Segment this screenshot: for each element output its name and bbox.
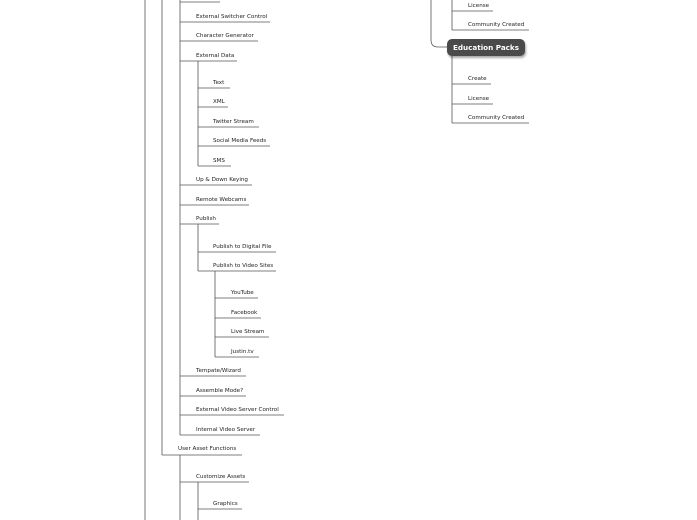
- node-license-top[interactable]: License: [468, 3, 490, 9]
- node-social-media-feeds[interactable]: Social Media Feeds: [213, 138, 267, 144]
- node-publish[interactable]: Publish: [196, 216, 216, 222]
- node-education-packs[interactable]: Education Packs: [447, 39, 525, 56]
- node-template-wizard[interactable]: Tempate/Wizard: [196, 368, 241, 374]
- node-community-created[interactable]: Community Created: [468, 115, 525, 121]
- node-graphics[interactable]: Graphics: [213, 501, 238, 507]
- node-internal-video-server[interactable]: Internal Video Server: [196, 427, 256, 433]
- node-remote-webcams[interactable]: Remote Webcams: [196, 197, 247, 203]
- node-xml[interactable]: XML: [213, 99, 225, 105]
- node-external-switcher-control[interactable]: External Switcher Control: [196, 14, 268, 20]
- node-live-stream[interactable]: Live Stream: [231, 329, 265, 335]
- node-justin-tv[interactable]: Justin.tv: [231, 349, 254, 355]
- node-assemble-mode[interactable]: Assemble Mode?: [196, 388, 244, 394]
- node-customize-assets[interactable]: Customize Assets: [196, 474, 246, 480]
- node-user-asset-functions[interactable]: User Asset Functions: [178, 446, 237, 452]
- node-text[interactable]: Text: [213, 80, 225, 86]
- node-facebook[interactable]: Facebook: [231, 310, 258, 316]
- node-twitter-stream[interactable]: Twitter Stream: [213, 119, 254, 125]
- node-create[interactable]: Create: [468, 76, 487, 82]
- node-external-video-server-control[interactable]: External Video Server Control: [196, 407, 279, 413]
- node-publish-digital-file[interactable]: Publish to Digital File: [213, 244, 272, 250]
- node-external-data[interactable]: External Data: [196, 53, 235, 59]
- node-character-generator[interactable]: Character Generator: [196, 33, 254, 39]
- node-up-down-keying[interactable]: Up & Down Keying: [196, 177, 248, 183]
- node-community-created-top[interactable]: Community Created: [468, 22, 525, 28]
- node-publish-video-sites[interactable]: Publish to Video Sites: [213, 263, 274, 269]
- node-license[interactable]: License: [468, 96, 490, 102]
- node-youtube[interactable]: YouTube: [231, 290, 254, 296]
- node-sms[interactable]: SMS: [213, 158, 225, 164]
